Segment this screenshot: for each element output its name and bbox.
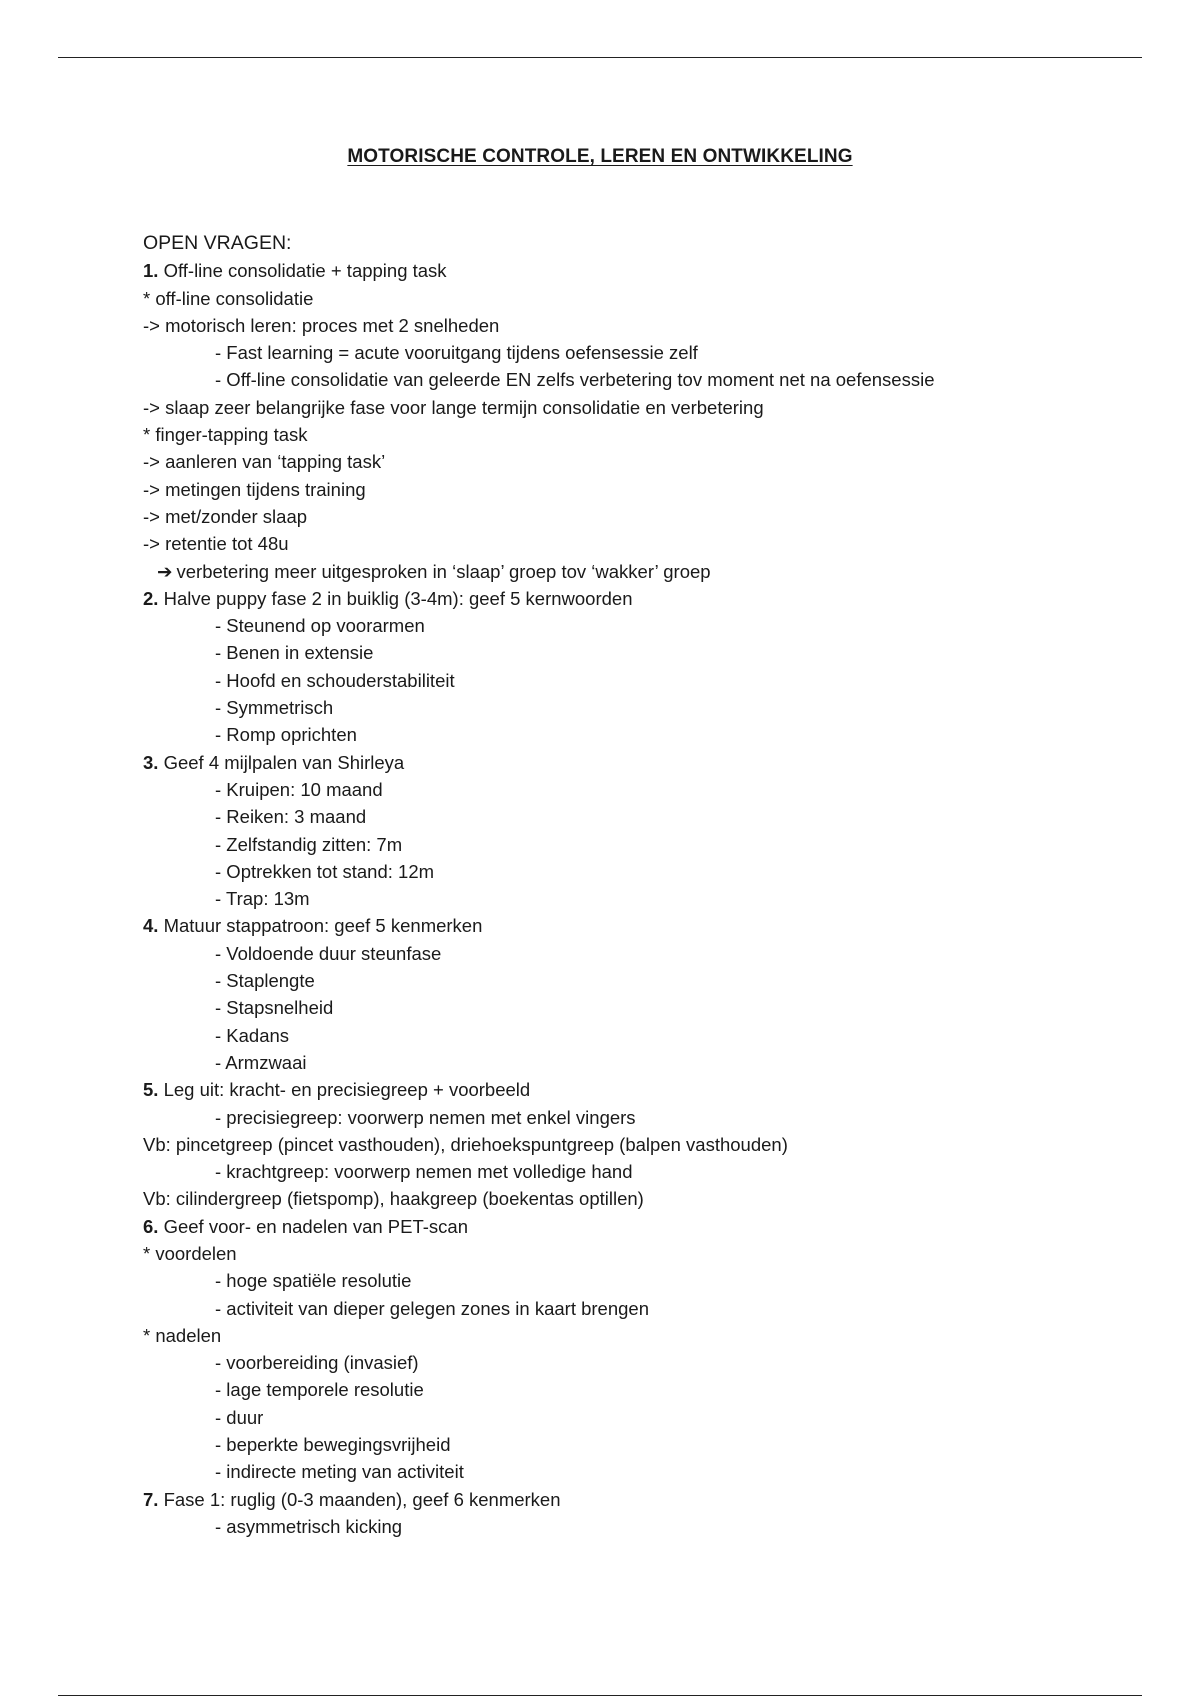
document-body bbox=[143, 230, 1143, 1540]
bullet-line: - duur bbox=[215, 1406, 264, 1428]
question-number: 2. bbox=[143, 587, 159, 609]
bullet-line: - Voldoende duur steunfase bbox=[215, 942, 442, 964]
question-text: Leg uit: kracht- en precisiegreep + voorbeeld bbox=[158, 1079, 531, 1101]
bullet-line: - activiteit van dieper gelegen zones in kaart brengen bbox=[215, 1297, 649, 1319]
bullet-line: - Trap: 13m bbox=[215, 888, 310, 910]
conclusion-text: verbetering meer uitgesproken in ‘slaap’ groep tov ‘wakker’ groep bbox=[176, 560, 711, 582]
bullet-line: - Zelfstandig zitten: 7m bbox=[215, 833, 403, 855]
body-line: -> metingen tijdens training bbox=[143, 478, 366, 500]
body-line: -> slaap zeer belangrijke fase voor lange termijn consolidatie en verbetering bbox=[143, 396, 764, 418]
question-text: Geef voor- en nadelen van PET-scan bbox=[158, 1215, 468, 1237]
bullet-line: - lage temporele resolutie bbox=[215, 1379, 424, 1401]
bullet-line: - Optrekken tot stand: 12m bbox=[215, 860, 435, 882]
arrow-right-icon: ➔ bbox=[157, 560, 173, 582]
bullet-line: - Symmetrisch bbox=[215, 697, 334, 719]
question-line bbox=[143, 749, 1143, 776]
question-number: 3. bbox=[143, 751, 159, 773]
body-line: * nadelen bbox=[143, 1324, 222, 1346]
bullet-line: - precisiegreep: voorwerp nemen met enkel vingers bbox=[215, 1106, 636, 1128]
body-line: -> met/zonder slaap bbox=[143, 505, 308, 527]
bullet-line: - Armzwaai bbox=[215, 1051, 307, 1073]
question-number: 1. bbox=[143, 260, 159, 282]
example-line: Vb: pincetgreep (pincet vasthouden), driehoekspuntgreep (balpen vasthouden) bbox=[143, 1133, 788, 1155]
question-text: Halve puppy fase 2 in buiklig (3-4m): geef 5 kernwoorden bbox=[158, 587, 633, 609]
bottom-rule bbox=[58, 1695, 1142, 1696]
bullet-line: - krachtgreep: voorwerp nemen met volledige hand bbox=[215, 1161, 633, 1183]
question-line bbox=[143, 1486, 1143, 1513]
section-heading: OPEN VRAGEN: bbox=[143, 232, 292, 254]
example-line: Vb: cilindergreep (fietspomp), haakgreep (boekentas optillen) bbox=[143, 1188, 644, 1210]
document-title: MOTORISCHE CONTROLE, LEREN EN ONTWIKKELING bbox=[347, 146, 853, 167]
bullet-line: - Hoofd en schouderstabiliteit bbox=[215, 669, 455, 691]
bullet-line: - Benen in extensie bbox=[215, 642, 374, 664]
question-number: 5. bbox=[143, 1079, 159, 1101]
bullet-line: - voorbereiding (invasief) bbox=[215, 1352, 419, 1374]
question-line bbox=[143, 1213, 1143, 1240]
bullet-line: - Stapsnelheid bbox=[215, 997, 334, 1019]
question-text: Off-line consolidatie + tapping task bbox=[158, 260, 447, 282]
bullet-line: - Fast learning = acute vooruitgang tijdens oefensessie zelf bbox=[215, 342, 698, 364]
question-number: 7. bbox=[143, 1488, 159, 1510]
question-text: Fase 1: ruglig (0-3 maanden), geef 6 kenmerken bbox=[158, 1488, 561, 1510]
conclusion-line bbox=[143, 558, 1143, 585]
bullet-line: - Staplengte bbox=[215, 970, 315, 992]
question-line bbox=[143, 257, 1143, 284]
body-line: * voordelen bbox=[143, 1242, 237, 1264]
bullet-line: - Kruipen: 10 maand bbox=[215, 778, 383, 800]
bullet-line: - asymmetrisch kicking bbox=[215, 1515, 403, 1537]
question-line bbox=[143, 1076, 1143, 1103]
bullet-line: - hoge spatiële resolutie bbox=[215, 1270, 412, 1292]
body-line: -> retentie tot 48u bbox=[143, 533, 289, 555]
question-line bbox=[143, 912, 1143, 939]
body-line: * off-line consolidatie bbox=[143, 287, 314, 309]
bullet-line: - Romp oprichten bbox=[215, 724, 357, 746]
body-line: * finger-tapping task bbox=[143, 424, 308, 446]
bullet-line: - Steunend op voorarmen bbox=[215, 615, 425, 637]
bullet-line: - beperkte bewegingsvrijheid bbox=[215, 1434, 451, 1456]
body-line: -> motorisch leren: proces met 2 snelheden bbox=[143, 314, 500, 336]
question-text: Matuur stappatroon: geef 5 kenmerken bbox=[158, 915, 483, 937]
bullet-line: - Reiken: 3 maand bbox=[215, 806, 367, 828]
bullet-line: - indirecte meting van activiteit bbox=[215, 1461, 464, 1483]
body-line: -> aanleren van ‘tapping task’ bbox=[143, 451, 386, 473]
question-number: 6. bbox=[143, 1215, 159, 1237]
bullet-line: - Off-line consolidatie van geleerde EN zelfs verbetering tov moment net na oefensessie bbox=[215, 369, 935, 391]
question-number: 4. bbox=[143, 915, 159, 937]
question-line bbox=[143, 585, 1143, 612]
top-rule bbox=[58, 57, 1142, 58]
bullet-line: - Kadans bbox=[215, 1024, 290, 1046]
question-text: Geef 4 mijlpalen van Shirleya bbox=[158, 751, 405, 773]
